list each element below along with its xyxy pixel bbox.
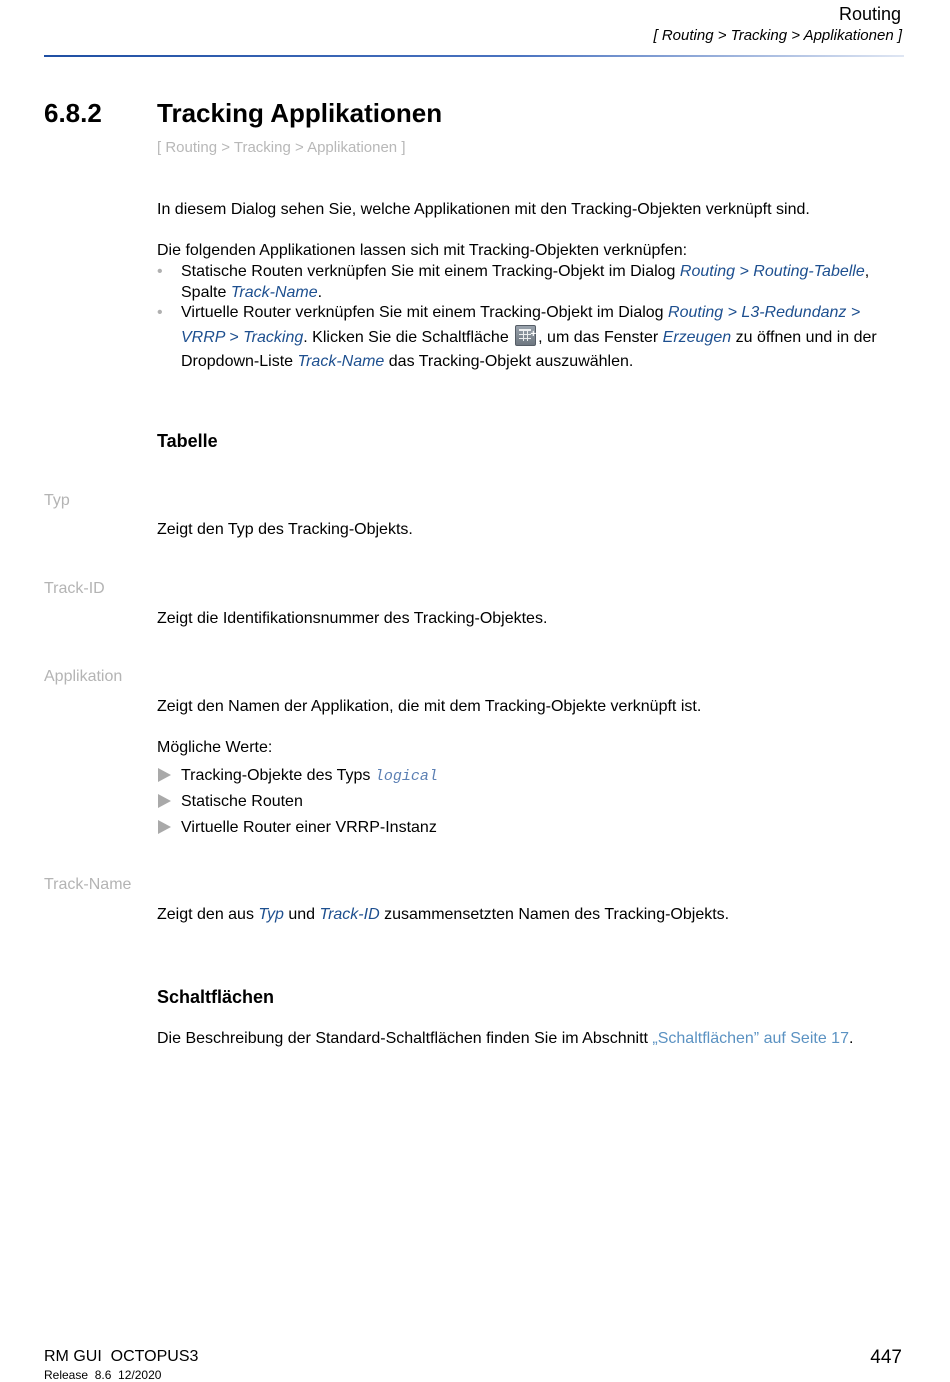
item-text: , Spalte — [181, 263, 870, 301]
triangle-bullet-icon — [158, 768, 171, 782]
footer-document-name: RM GUI OCTOPUS3 — [44, 1348, 199, 1365]
link-schaltflaechen-page[interactable]: „Schaltflächen” auf Seite 17 — [652, 1030, 849, 1047]
value-text: Statische Routen — [181, 793, 303, 810]
term-applikation: Applikation — [44, 668, 123, 685]
footer-release: Release 8.6 12/2020 — [44, 1368, 162, 1382]
desc-track-name — [157, 906, 729, 924]
item-text: , um das Fenster — [538, 329, 663, 346]
triangle-bullet-icon — [158, 794, 171, 808]
term-typ: Typ — [44, 492, 70, 509]
desc-applikation: Zeigt den Namen der Applikation, die mit dem Tracking-Objekte verknüpft ist. — [157, 698, 702, 715]
schaltflaechen-heading: Schaltflächen — [157, 987, 275, 1007]
item-text: Statische Routen verknüpfen Sie mit einem Tracking-Objekt im Dialog — [181, 263, 680, 280]
link-track-name[interactable]: Track-Name — [230, 284, 318, 301]
desc-text: Zeigt den aus — [157, 906, 259, 923]
applications-intro: Die folgenden Applikationen lassen sich mit Tracking-Objekten verknüpfen: — [157, 242, 688, 259]
table-add-icon: + — [515, 325, 536, 346]
bullet-icon: • — [157, 263, 163, 280]
value-text: Virtuelle Router einer VRRP-Instanz — [181, 819, 437, 836]
link-track-id[interactable]: Track-ID — [319, 906, 380, 923]
running-header-path: [ Routing > Tracking > Applikationen ] — [653, 27, 902, 44]
term-track-name: Track-Name — [44, 876, 132, 893]
applications-block — [157, 240, 902, 374]
intro-paragraph: In diesem Dialog sehen Sie, welche Applikationen mit den Tracking-Objekten verknüpft sind. — [157, 201, 810, 218]
desc-text: zusammensetzten Namen des Tracking-Objekts. — [379, 906, 730, 923]
link-vrrp-tracking[interactable]: Routing > L3-Redundanz > VRRP > Tracking — [181, 304, 861, 346]
section-path: [ Routing > Tracking > Applikationen ] — [157, 139, 406, 156]
list-item — [157, 261, 902, 303]
list-item — [157, 817, 438, 843]
value-text: Tracking-Objekte des Typs — [181, 767, 375, 784]
item-text: . Klicken Sie die Schaltfläche — [303, 329, 514, 346]
desc-typ: Zeigt den Typ des Tracking-Objekts. — [157, 521, 413, 538]
code-logical: logical — [374, 768, 438, 785]
link-typ[interactable]: Typ — [258, 906, 284, 923]
link-erzeugen[interactable]: Erzeugen — [662, 329, 732, 346]
item-text: das Tracking-Objekt auszuwählen. — [384, 353, 634, 370]
term-track-id: Track-ID — [44, 580, 105, 597]
page-number: 447 — [870, 1347, 902, 1368]
tabelle-heading: Tabelle — [157, 431, 218, 451]
section-title: Tracking Applikationen — [157, 98, 443, 128]
possible-values-list — [157, 765, 438, 843]
possible-values-label: Mögliche Werte: — [157, 739, 273, 756]
item-text: zu öffnen und in der Dropdown-Liste — [181, 329, 877, 370]
schaltflaechen-paragraph — [157, 1030, 853, 1048]
link-track-name[interactable]: Track-Name — [297, 353, 385, 370]
bullet-icon: • — [157, 304, 163, 321]
desc-track-id: Zeigt die Identifikationsnummer des Tracking-Objektes. — [157, 610, 548, 627]
section-number: 6.8.2 — [44, 98, 102, 128]
item-text: Virtuelle Router verknüpfen Sie mit einem Tracking-Objekt im Dialog — [181, 304, 669, 321]
item-text: . — [317, 284, 323, 301]
list-item — [157, 791, 438, 817]
list-item — [157, 765, 438, 791]
header-rule — [44, 55, 904, 57]
paragraph-text: . — [848, 1030, 854, 1047]
list-item — [157, 301, 902, 374]
desc-text: und — [283, 906, 320, 923]
triangle-bullet-icon — [158, 820, 171, 834]
paragraph-text: Die Beschreibung der Standard-Schaltflächen finden Sie im Abschnitt — [157, 1030, 653, 1047]
applications-list — [157, 261, 902, 374]
running-header-title: Routing — [838, 4, 901, 24]
link-routing-tabelle[interactable]: Routing > Routing-Tabelle — [679, 263, 865, 280]
